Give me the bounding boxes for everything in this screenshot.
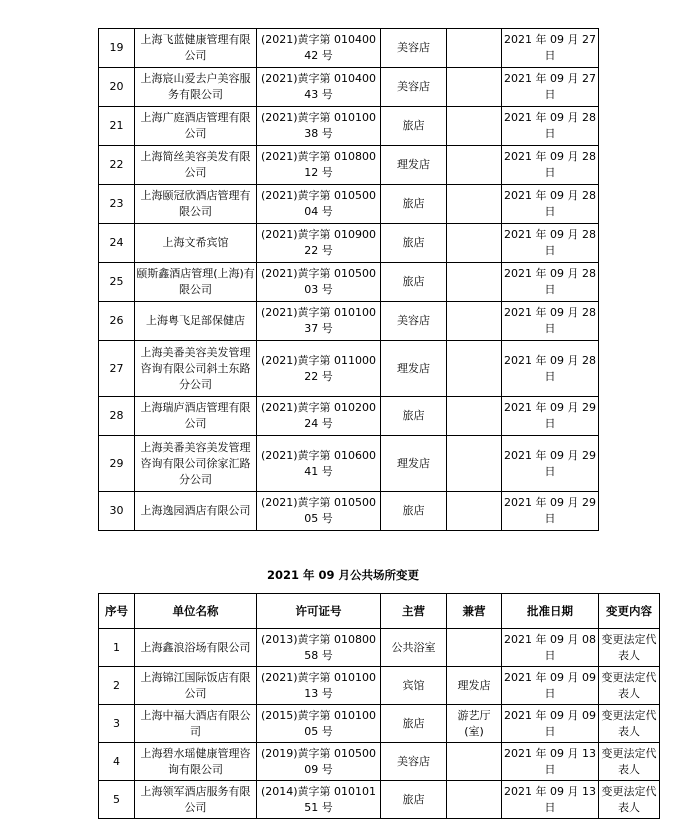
table-row: [99, 29, 599, 68]
cell-license: (2021)黄字第 01010037 号: [257, 302, 381, 341]
cell-change: 变更法定代表人: [599, 781, 660, 819]
col-header-sub: 兼营: [447, 594, 502, 629]
cell-no: 19: [99, 29, 135, 68]
change-table: [98, 593, 660, 819]
table-row: [99, 743, 660, 781]
cell-date: 2021 年 09 月 29 日: [502, 397, 599, 436]
cell-change: 变更法定代表人: [599, 743, 660, 781]
cell-license: (2021)黄字第 01040042 号: [257, 29, 381, 68]
cell-main: 旅店: [381, 705, 447, 743]
cell-sub: 游艺厅(室): [447, 705, 502, 743]
cell-date: 2021 年 09 月 28 日: [502, 302, 599, 341]
cell-name: 上海文希宾馆: [135, 224, 257, 263]
cell-main: 美容店: [381, 29, 447, 68]
cell-date: 2021 年 09 月 09 日: [502, 705, 599, 743]
cell-sub: [447, 68, 502, 107]
cell-no: 4: [99, 743, 135, 781]
cell-license: (2014)黄字第 01010151 号: [257, 781, 381, 819]
table-row: [99, 341, 599, 397]
table-row: [99, 781, 660, 819]
cell-main: 公共浴室: [381, 629, 447, 667]
cell-sub: [447, 492, 502, 531]
cell-name: 上海粤飞足部保健店: [135, 302, 257, 341]
cell-no: 26: [99, 302, 135, 341]
cell-license: (2021)黄字第 01010038 号: [257, 107, 381, 146]
cell-sub: [447, 146, 502, 185]
table-row: [99, 302, 599, 341]
cell-main: 宾馆: [381, 667, 447, 705]
new-license-table-body: [99, 29, 599, 531]
cell-date: 2021 年 09 月 28 日: [502, 341, 599, 397]
table-row: [99, 185, 599, 224]
table-row: [99, 146, 599, 185]
cell-name: 上海锦江国际饭店有限公司: [135, 667, 257, 705]
cell-main: 旅店: [381, 492, 447, 531]
cell-change: 变更法定代表人: [599, 705, 660, 743]
cell-no: 5: [99, 781, 135, 819]
col-header-change: 变更内容: [599, 594, 660, 629]
table-row: [99, 224, 599, 263]
table-row: [99, 705, 660, 743]
cell-date: 2021 年 09 月 29 日: [502, 436, 599, 492]
cell-no: 22: [99, 146, 135, 185]
cell-license: (2019)黄字第 01050009 号: [257, 743, 381, 781]
cell-name: 上海飞蓝健康管理有限公司: [135, 29, 257, 68]
cell-date: 2021 年 09 月 08 日: [502, 629, 599, 667]
cell-main: 旅店: [381, 224, 447, 263]
col-header-name: 单位名称: [135, 594, 257, 629]
cell-license: (2013)黄字第 01080058 号: [257, 629, 381, 667]
col-header-license: 许可证号: [257, 594, 381, 629]
cell-sub: [447, 29, 502, 68]
table-row: [99, 263, 599, 302]
cell-no: 21: [99, 107, 135, 146]
cell-main: 美容店: [381, 302, 447, 341]
cell-name: 上海颐冠欣酒店管理有限公司: [135, 185, 257, 224]
table-row: [99, 629, 660, 667]
section-title: 2021 年 09 月公共场所变更: [266, 568, 420, 582]
cell-license: (2021)黄字第 01050003 号: [257, 263, 381, 302]
cell-no: 20: [99, 68, 135, 107]
change-table-body: [99, 629, 660, 819]
cell-date: 2021 年 09 月 28 日: [502, 185, 599, 224]
cell-name: 上海瑞庐酒店管理有限公司: [135, 397, 257, 436]
table-row: [99, 397, 599, 436]
cell-sub: [447, 629, 502, 667]
cell-license: (2021)黄字第 01010013 号: [257, 667, 381, 705]
cell-name: 上海宸山爱去户美容服务有限公司: [135, 68, 257, 107]
cell-name: 上海逸园酒店有限公司: [135, 492, 257, 531]
cell-date: 2021 年 09 月 28 日: [502, 107, 599, 146]
cell-no: 30: [99, 492, 135, 531]
cell-sub: [447, 436, 502, 492]
cell-sub: [447, 397, 502, 436]
cell-sub: 理发店: [447, 667, 502, 705]
cell-date: 2021 年 09 月 13 日: [502, 781, 599, 819]
cell-change: 变更法定代表人: [599, 629, 660, 667]
cell-license: (2021)黄字第 01050005 号: [257, 492, 381, 531]
cell-date: 2021 年 09 月 28 日: [502, 146, 599, 185]
cell-license: (2021)黄字第 01090022 号: [257, 224, 381, 263]
cell-no: 27: [99, 341, 135, 397]
cell-date: 2021 年 09 月 29 日: [502, 492, 599, 531]
cell-no: 29: [99, 436, 135, 492]
cell-name: 上海鑫浪浴场有限公司: [135, 629, 257, 667]
cell-date: 2021 年 09 月 28 日: [502, 263, 599, 302]
cell-no: 25: [99, 263, 135, 302]
cell-main: 美容店: [381, 68, 447, 107]
cell-license: (2021)黄字第 01050004 号: [257, 185, 381, 224]
cell-license: (2021)黄字第 01100022 号: [257, 341, 381, 397]
cell-date: 2021 年 09 月 13 日: [502, 743, 599, 781]
cell-license: (2021)黄字第 01020024 号: [257, 397, 381, 436]
cell-main: 理发店: [381, 436, 447, 492]
col-header-date: 批准日期: [502, 594, 599, 629]
cell-license: (2021)黄字第 01040043 号: [257, 68, 381, 107]
col-header-main: 主营: [381, 594, 447, 629]
cell-main: 旅店: [381, 185, 447, 224]
col-header-no: 序号: [99, 594, 135, 629]
cell-license: (2021)黄字第 01060041 号: [257, 436, 381, 492]
cell-main: 旅店: [381, 263, 447, 302]
cell-main: 旅店: [381, 781, 447, 819]
change-table-header-row: [99, 594, 660, 629]
cell-main: 旅店: [381, 397, 447, 436]
cell-no: 3: [99, 705, 135, 743]
cell-name: 上海美番美容美发管理咨询有限公司斜土东路分公司: [135, 341, 257, 397]
cell-name: 上海广庭酒店管理有限公司: [135, 107, 257, 146]
cell-change: 变更法定代表人: [599, 667, 660, 705]
cell-no: 23: [99, 185, 135, 224]
cell-name: 上海美番美容美发管理咨询有限公司徐家汇路分公司: [135, 436, 257, 492]
cell-sub: [447, 341, 502, 397]
table-row: [99, 667, 660, 705]
cell-sub: [447, 185, 502, 224]
cell-name: 上海中福大酒店有限公司: [135, 705, 257, 743]
cell-main: 美容店: [381, 743, 447, 781]
cell-no: 1: [99, 629, 135, 667]
cell-name: 上海碧水瑶健康管理咨询有限公司: [135, 743, 257, 781]
table-row: [99, 492, 599, 531]
cell-name: 颐斯鑫酒店管理(上海)有限公司: [135, 263, 257, 302]
cell-name: 上海简丝美容美发有限公司: [135, 146, 257, 185]
table-row: [99, 68, 599, 107]
cell-date: 2021 年 09 月 27 日: [502, 68, 599, 107]
cell-license: (2015)黄字第 01010005 号: [257, 705, 381, 743]
cell-main: 理发店: [381, 341, 447, 397]
cell-license: (2021)黄字第 01080012 号: [257, 146, 381, 185]
cell-date: 2021 年 09 月 28 日: [502, 224, 599, 263]
cell-sub: [447, 224, 502, 263]
new-license-table: [98, 28, 599, 531]
table-row: [99, 107, 599, 146]
cell-no: 28: [99, 397, 135, 436]
cell-sub: [447, 781, 502, 819]
cell-sub: [447, 263, 502, 302]
cell-name: 上海领军酒店服务有限公司: [135, 781, 257, 819]
cell-no: 2: [99, 667, 135, 705]
table-row: [99, 436, 599, 492]
cell-main: 旅店: [381, 107, 447, 146]
cell-main: 理发店: [381, 146, 447, 185]
cell-date: 2021 年 09 月 27 日: [502, 29, 599, 68]
cell-date: 2021 年 09 月 09 日: [502, 667, 599, 705]
cell-sub: [447, 107, 502, 146]
cell-no: 24: [99, 224, 135, 263]
cell-sub: [447, 302, 502, 341]
cell-sub: [447, 743, 502, 781]
